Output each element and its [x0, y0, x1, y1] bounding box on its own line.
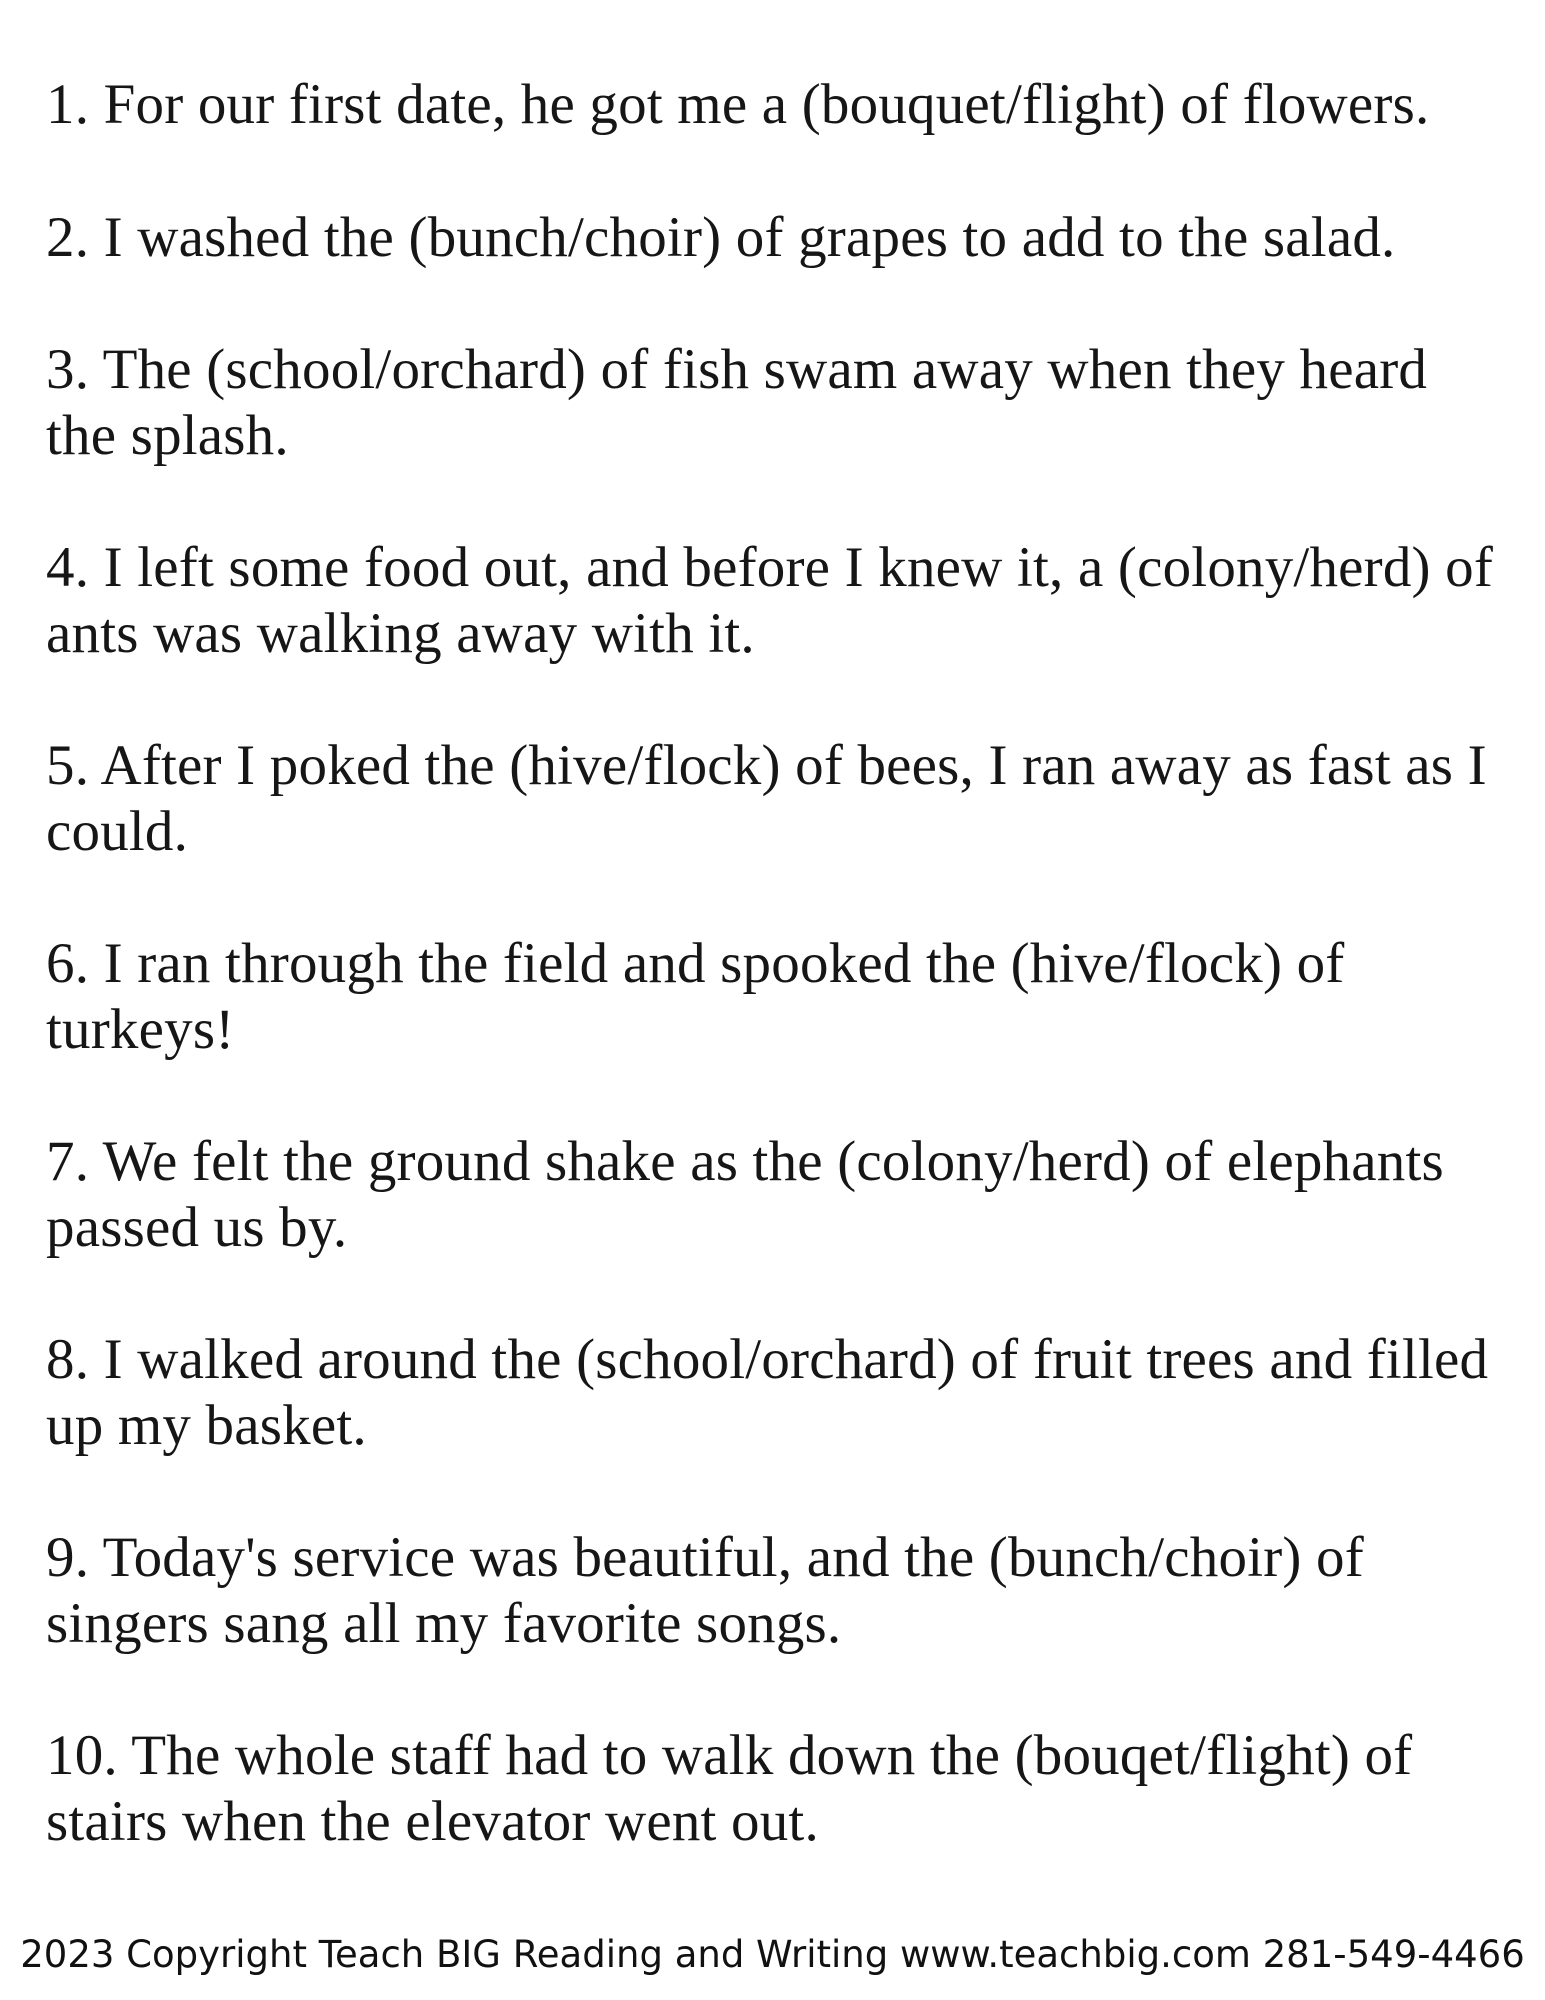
sentence-9: 9. Today's service was beautiful, and the (bunch/choir) of singers sang all my favorite songs.: [46, 1526, 1364, 1655]
sentence-6: 6. I ran through the field and spooked the (hive/flock) of turkeys!: [46, 932, 1345, 1061]
sentence-2: 2. I washed the (bunch/choir) of grapes to add to the salad.: [46, 206, 1396, 269]
sentence-1: 1. For our first date, he got me a (bouquet/flight) of flowers.: [46, 73, 1430, 136]
sentence-7: 7. We felt the ground shake as the (colony/herd) of elephants passed us by.: [46, 1130, 1444, 1259]
copyright-footer: 2023 Copyright Teach BIG Reading and Writing www.teachbig.com 281-549-4466: [20, 1933, 1525, 1976]
sentence-3: 3. The (school/orchard) of fish swam away when they heard the splash.: [46, 338, 1428, 467]
sentence-5: 5. After I poked the (hive/flock) of bees, I ran away as fast as I could.: [46, 734, 1487, 863]
sentence-4: 4. I left some food out, and before I knew it, a (colony/herd) of ants was walking away with it.: [46, 536, 1494, 665]
sentence-10: 10. The whole staff had to walk down the (bouqet/flight) of stairs when the elevator went out.: [46, 1724, 1413, 1853]
sentence-8: 8. I walked around the (school/orchard) of fruit trees and filled up my basket.: [46, 1328, 1489, 1457]
